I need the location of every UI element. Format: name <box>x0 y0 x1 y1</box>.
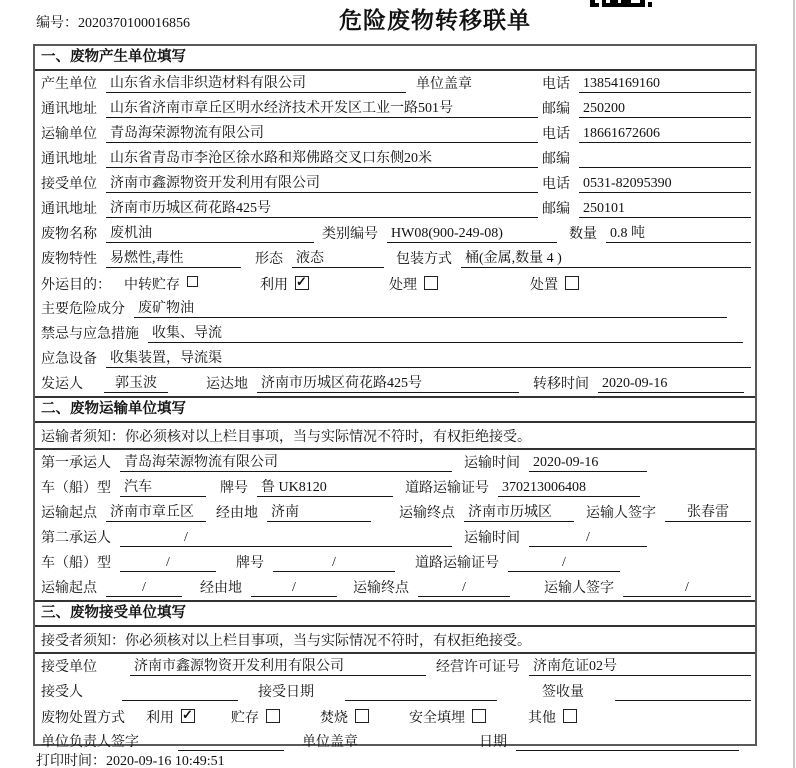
receive-date-label: 接受日期 <box>258 685 314 700</box>
row-receiver <box>35 171 755 196</box>
transporter-phone-value: 18661672606 <box>579 125 751 143</box>
receiver-addr-value: 济南市历城区荷花路425号 <box>106 200 538 218</box>
checkbox-transfer-storage <box>187 276 198 287</box>
permit-value: 济南危证02号 <box>529 658 751 676</box>
transport-time1-label: 运输时间 <box>464 456 520 471</box>
purpose-option-treat <box>389 274 438 294</box>
purpose-option-use-label: 利用 <box>260 277 288 293</box>
purpose-option-use <box>260 274 309 294</box>
chief-sign-value <box>178 733 284 751</box>
plate2-value: / <box>273 554 395 572</box>
purpose-option-dispose <box>530 274 579 294</box>
hazard-value: 废矿物油 <box>134 300 727 318</box>
transporter-value: 青岛海荣源物流有限公司 <box>106 125 538 143</box>
transporter-phone-label: 电话 <box>542 127 570 142</box>
receive-amount-label: 签收量 <box>542 685 584 700</box>
destination-label: 运达地 <box>206 377 248 392</box>
sign2-value: / <box>623 579 751 597</box>
row-consignor <box>35 371 755 396</box>
purpose-label: 外运目的： <box>41 277 111 293</box>
producer-phone-value: 13854169160 <box>579 75 751 93</box>
license1-label: 道路运输证号 <box>405 481 489 496</box>
origin1-value: 济南市章丘区 <box>106 504 206 522</box>
page-right-edge <box>793 0 795 768</box>
plate1-label: 牌号 <box>220 481 248 496</box>
disposal-label: 废物处置方式 <box>41 710 125 726</box>
transport-time2-label: 运输时间 <box>464 531 520 546</box>
taboo-value: 收集、导流 <box>148 325 743 343</box>
checkbox-disposal-other <box>563 709 577 723</box>
transporter-label: 运输单位 <box>41 127 97 142</box>
equipment-value: 收集装置，导流渠 <box>106 350 751 368</box>
row-carrier1 <box>35 450 755 475</box>
carrier1-label: 第一承运人 <box>41 456 111 471</box>
receiver-addr-label: 通讯地址 <box>41 202 97 217</box>
section2-title: 二、废物运输单位填写 <box>35 396 755 423</box>
license2-label: 道路运输证号 <box>415 556 499 571</box>
row-producer <box>35 71 755 96</box>
form-value: 液态 <box>292 250 384 268</box>
disposal-option-burn-label: 焚烧 <box>320 710 348 726</box>
sign2-label: 运输人签字 <box>544 581 614 596</box>
waste-name-value: 废机油 <box>106 225 314 243</box>
row-receive-unit <box>35 654 755 679</box>
row-transporter-addr <box>35 146 755 171</box>
purpose-option-transfer <box>124 274 198 294</box>
via1-value: 济南 <box>267 504 371 522</box>
origin1-label: 运输起点 <box>41 506 97 521</box>
purpose-option-dispose-label: 处置 <box>530 277 558 293</box>
checkbox-treat <box>424 276 438 290</box>
producer-value: 山东省永信非织造材料有限公司 <box>106 75 406 93</box>
producer-label: 产生单位 <box>41 77 97 92</box>
row-taboo <box>35 321 755 346</box>
transporter-addr-label: 通讯地址 <box>41 152 97 167</box>
taboo-label: 禁忌与应急措施 <box>41 327 139 342</box>
receive-person-label: 接受人 <box>41 685 83 700</box>
vehicle2-label: 车（船）型 <box>41 556 111 571</box>
form-label: 形态 <box>255 252 283 267</box>
row-purpose <box>35 271 755 296</box>
checkbox-dispose <box>565 276 579 290</box>
manifest-form <box>33 44 757 750</box>
transporter-notice: 运输者须知：你必须核对以上栏目事项，当与实际情况不符时，有权拒绝接受。 <box>35 423 755 450</box>
purpose-option-transfer-label: 中转贮存 <box>124 277 180 293</box>
category-label: 类别编号 <box>322 227 378 242</box>
transport-time1-value: 2020-09-16 <box>529 454 647 472</box>
receiver-zip-label: 邮编 <box>542 202 570 217</box>
sign1-label: 运输人签字 <box>586 506 656 521</box>
row-transporter <box>35 121 755 146</box>
qr-code-fragment <box>590 0 652 8</box>
transporter-zip-value <box>579 150 751 168</box>
checkbox-disposal-landfill <box>472 709 486 723</box>
page-title: 危险废物转移联单 <box>339 7 531 33</box>
receiver-zip-value: 250101 <box>579 200 751 218</box>
via2-value: / <box>251 579 337 597</box>
receiver-value: 济南市鑫源物资开发利用有限公司 <box>106 175 538 193</box>
disposal-option-store <box>231 707 280 727</box>
receiver-notice: 接受者须知：你必须核对以上栏目事项，当与实际情况不符时，有权拒绝接受。 <box>35 627 755 654</box>
receive-amount-value <box>615 683 751 701</box>
section3-title: 三、废物接受单位填写 <box>35 600 755 627</box>
transport-time2-value: / <box>529 529 647 547</box>
doc-number-value: 2020370100016856 <box>78 16 190 31</box>
unit-seal-label: 单位盖章 <box>416 77 472 92</box>
carrier1-value: 青岛海荣源物流有限公司 <box>120 454 452 472</box>
license1-value: 370213006408 <box>498 479 640 497</box>
disposal-option-landfill <box>409 707 486 727</box>
date2-value <box>516 733 739 751</box>
carrier2-label: 第二承运人 <box>41 531 111 546</box>
end1-label: 运输终点 <box>399 506 455 521</box>
checkbox-disposal-burn <box>355 709 369 723</box>
destination-value: 济南市历城区荷花路425号 <box>257 375 519 393</box>
end2-value: / <box>418 579 510 597</box>
vehicle1-label: 车（船）型 <box>41 481 111 496</box>
receiver-phone-value: 0531-82095390 <box>579 175 751 193</box>
purpose-option-treat-label: 处理 <box>389 277 417 293</box>
permit-label: 经营许可证号 <box>436 660 520 675</box>
row-disposal <box>35 704 755 729</box>
chief-sign-label: 单位负责人签字 <box>41 735 139 750</box>
plate2-label: 牌号 <box>236 556 264 571</box>
doc-number <box>36 12 190 32</box>
disposal-option-other <box>528 707 577 727</box>
disposal-option-use <box>146 707 195 727</box>
date2-label: 日期 <box>479 735 507 750</box>
producer-addr-value: 山东省济南市章丘区明水经济技术开发区工业一路501号 <box>106 100 538 118</box>
origin2-label: 运输起点 <box>41 581 97 596</box>
producer-addr-label: 通讯地址 <box>41 102 97 117</box>
license2-value: / <box>508 554 620 572</box>
hazard-label: 主要危险成分 <box>41 302 125 317</box>
row-producer-addr <box>35 96 755 121</box>
checkbox-use <box>295 276 309 290</box>
qty-value: 0.8 吨 <box>606 225 751 243</box>
transfer-time-label: 转移时间 <box>533 377 589 392</box>
pack-value: 桶(金属,数量 4 ) <box>461 250 751 268</box>
category-value: HW08(900-249-08) <box>387 225 557 243</box>
print-time <box>36 750 225 768</box>
row-vehicle1 <box>35 475 755 500</box>
row-carrier2 <box>35 525 755 550</box>
row-waste-trait <box>35 246 755 271</box>
row-waste-name <box>35 221 755 246</box>
row-route1 <box>35 500 755 525</box>
producer-phone-label: 电话 <box>542 77 570 92</box>
vehicle2-value: / <box>120 554 216 572</box>
carrier2-value: / <box>120 529 452 547</box>
disposal-option-burn <box>320 707 369 727</box>
sign1-value: 张春雷 <box>665 504 751 522</box>
transporter-addr-value: 山东省青岛市李沧区徐水路和郑佛路交叉口东侧20米 <box>106 150 538 168</box>
row-vehicle2 <box>35 550 755 575</box>
disposal-option-use-label: 利用 <box>146 710 174 726</box>
doc-number-label: 编号： <box>36 16 78 31</box>
transfer-time-value: 2020-09-16 <box>598 375 744 393</box>
producer-zip-label: 邮编 <box>542 102 570 117</box>
row-equipment <box>35 346 755 371</box>
origin2-value: / <box>106 579 182 597</box>
equipment-label: 应急设备 <box>41 352 97 367</box>
section1-title: 一、废物产生单位填写 <box>35 46 755 71</box>
unit-seal2-label: 单位盖章 <box>302 735 358 750</box>
print-time-value: 2020-09-16 10:49:51 <box>106 754 225 768</box>
receiver-phone-label: 电话 <box>542 177 570 192</box>
via1-label: 经由地 <box>216 506 258 521</box>
disposal-option-landfill-label: 安全填埋 <box>409 710 465 726</box>
receiver-label: 接受单位 <box>41 177 97 192</box>
receive-date-value <box>345 683 497 701</box>
row-receive-person <box>35 679 755 704</box>
row-receiver-addr <box>35 196 755 221</box>
receive-person-value <box>122 683 238 701</box>
transporter-zip-label: 邮编 <box>542 152 570 167</box>
producer-zip-value: 250200 <box>579 100 751 118</box>
qty-label: 数量 <box>569 227 597 242</box>
trait-label: 废物特性 <box>41 252 97 267</box>
disposal-option-other-label: 其他 <box>528 710 556 726</box>
row-hazard <box>35 296 755 321</box>
plate1-value: 鲁 UK8120 <box>257 479 393 497</box>
receive-unit-value: 济南市鑫源物资开发利用有限公司 <box>130 658 426 676</box>
end2-label: 运输终点 <box>353 581 409 596</box>
disposal-option-store-label: 贮存 <box>231 710 259 726</box>
pack-label: 包装方式 <box>396 252 452 267</box>
checkbox-disposal-use <box>181 709 195 723</box>
checkbox-disposal-store <box>266 709 280 723</box>
row-route2 <box>35 575 755 600</box>
waste-name-label: 废物名称 <box>41 227 97 242</box>
vehicle1-value: 汽车 <box>120 479 206 497</box>
consignor-value: 郭玉波 <box>104 375 168 393</box>
end1-value: 济南市历城区 <box>464 504 574 522</box>
via2-label: 经由地 <box>200 581 242 596</box>
trait-value: 易燃性,毒性 <box>106 250 241 268</box>
receive-unit-label: 接受单位 <box>41 660 97 675</box>
print-time-label: 打印时间： <box>36 754 106 768</box>
consignor-label: 发运人 <box>41 377 83 392</box>
